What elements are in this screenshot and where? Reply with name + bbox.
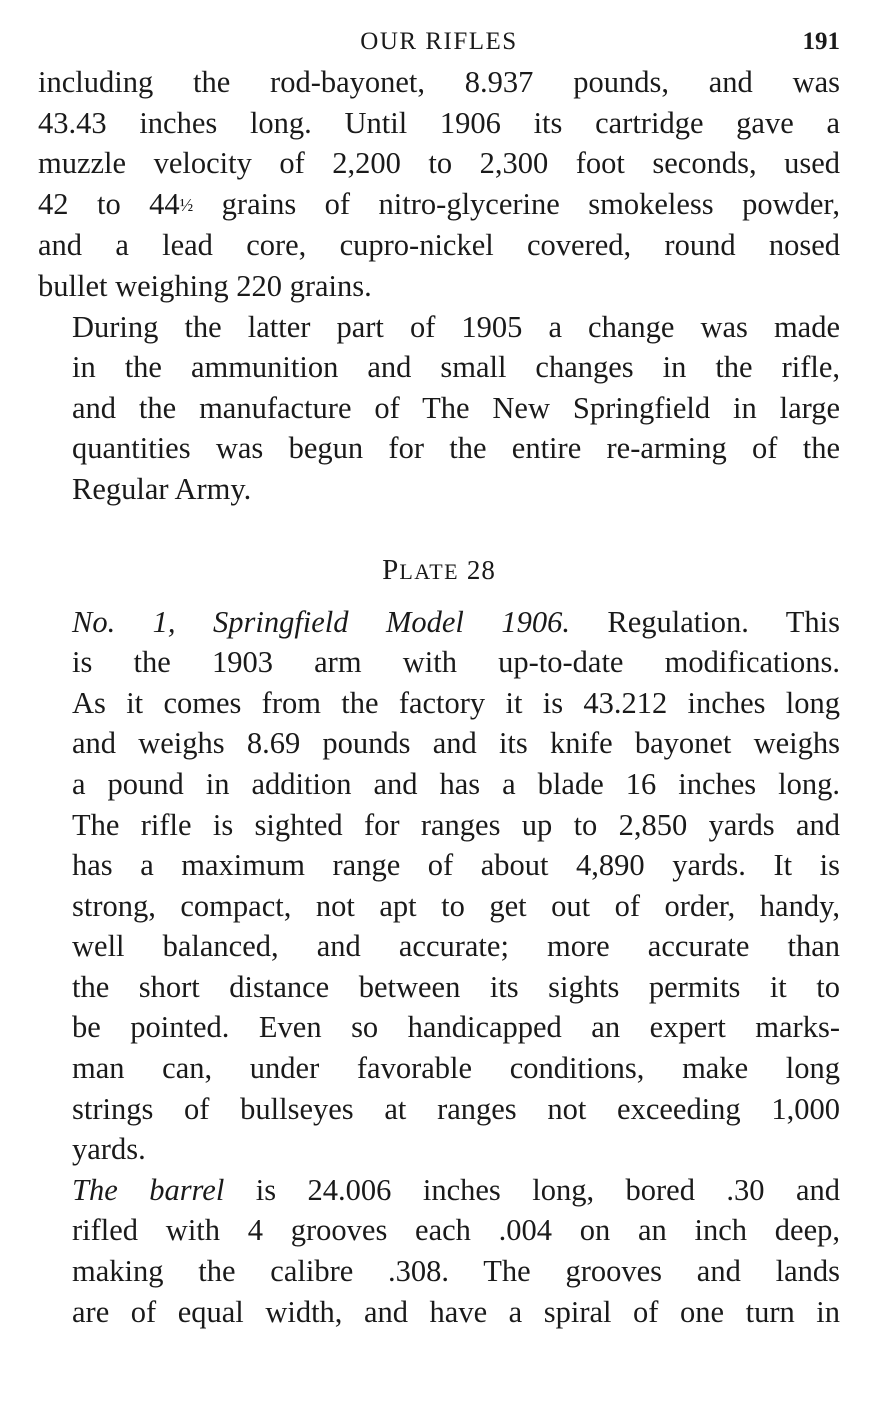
text-line — [38, 1170, 840, 1211]
fraction: ½ — [179, 194, 194, 215]
plate-heading-initial: P — [382, 553, 400, 586]
text-line: strong, compact, not apt to get out of order, handy, — [72, 888, 840, 923]
text-line: is the 1903 arm with up-to-date modifications. — [72, 645, 840, 680]
text-line: The rifle is sighted for ranges up to 2,850 yards and — [72, 807, 840, 842]
text-line: has a maximum range of about 4,890 yards. It is — [72, 848, 840, 883]
text-line: bullet weighing 220 grains. — [38, 268, 372, 303]
text-line: and the manufacture of The New Springfield in large — [72, 390, 840, 425]
plate-heading — [38, 550, 840, 590]
text-line: As it comes from the factory it is 43.212 inches long — [72, 685, 840, 720]
plate-heading-word: LATE — [399, 558, 460, 584]
text-fragment: Regulation. This — [569, 604, 840, 639]
text-line: 43.43 inches long. Until 1906 its cartridge gave a — [38, 105, 840, 140]
text-line: Regular Army. — [72, 471, 252, 506]
text-line: yards. — [72, 1132, 146, 1167]
italic-lead: The barrel — [72, 1172, 225, 1207]
text-line: and a lead core, cupro-nickel covered, round nosed — [38, 228, 840, 263]
text-fragment: is 24.006 inches long, bored .30 and — [224, 1172, 840, 1207]
running-head-title: OUR RIFLES — [360, 28, 518, 55]
text-line: well balanced, and accurate; more accurate than — [72, 929, 840, 964]
text-fragment: grains of nitro-glycerine smokeless powder, — [193, 186, 840, 221]
text-line — [38, 602, 840, 643]
text-line: a pound in addition and has a blade 16 inches long. — [72, 766, 840, 801]
text-line: making the calibre .308. The grooves and lands — [72, 1254, 840, 1289]
text-fragment: 42 to 44 — [38, 186, 180, 221]
italic-lead: No. 1, Springfield Model 1906. — [72, 604, 570, 639]
plate-number: 28 — [466, 554, 496, 585]
text-line: quantities was begun for the entire re-arming of the — [72, 431, 840, 466]
paragraph-3 — [38, 602, 840, 1170]
text-line: muzzle velocity of 2,200 to 2,300 foot seconds, used — [38, 146, 840, 181]
text-line: including the rod-bayonet, 8.937 pounds, and was — [38, 65, 840, 99]
text-line: rifled with 4 grooves each .004 on an inch deep, — [72, 1213, 840, 1248]
text-line: are of equal width, and have a spiral of one turn in — [72, 1294, 840, 1329]
running-head — [38, 22, 840, 62]
text-line: the short distance between its sights permits it to — [72, 969, 840, 1004]
text-line: strings of bullseyes at ranges not exceeding 1,000 — [72, 1091, 840, 1126]
text-line: and weighs 8.69 pounds and its knife bayonet weighs — [72, 726, 840, 761]
text-line: be pointed. Even so handicapped an expert marks- — [72, 1010, 840, 1045]
text-line-with-fraction — [38, 184, 840, 226]
page-number: 191 — [802, 28, 840, 55]
text-line: man can, under favorable conditions, make long — [72, 1051, 840, 1086]
paragraph-4 — [38, 1170, 840, 1332]
book-page — [38, 22, 840, 1332]
text-line: in the ammunition and small changes in the rifle, — [72, 350, 840, 385]
paragraph-2 — [38, 307, 840, 510]
paragraph-1 — [38, 62, 840, 307]
text-line: During the latter part of 1905 a change was made — [72, 309, 840, 344]
